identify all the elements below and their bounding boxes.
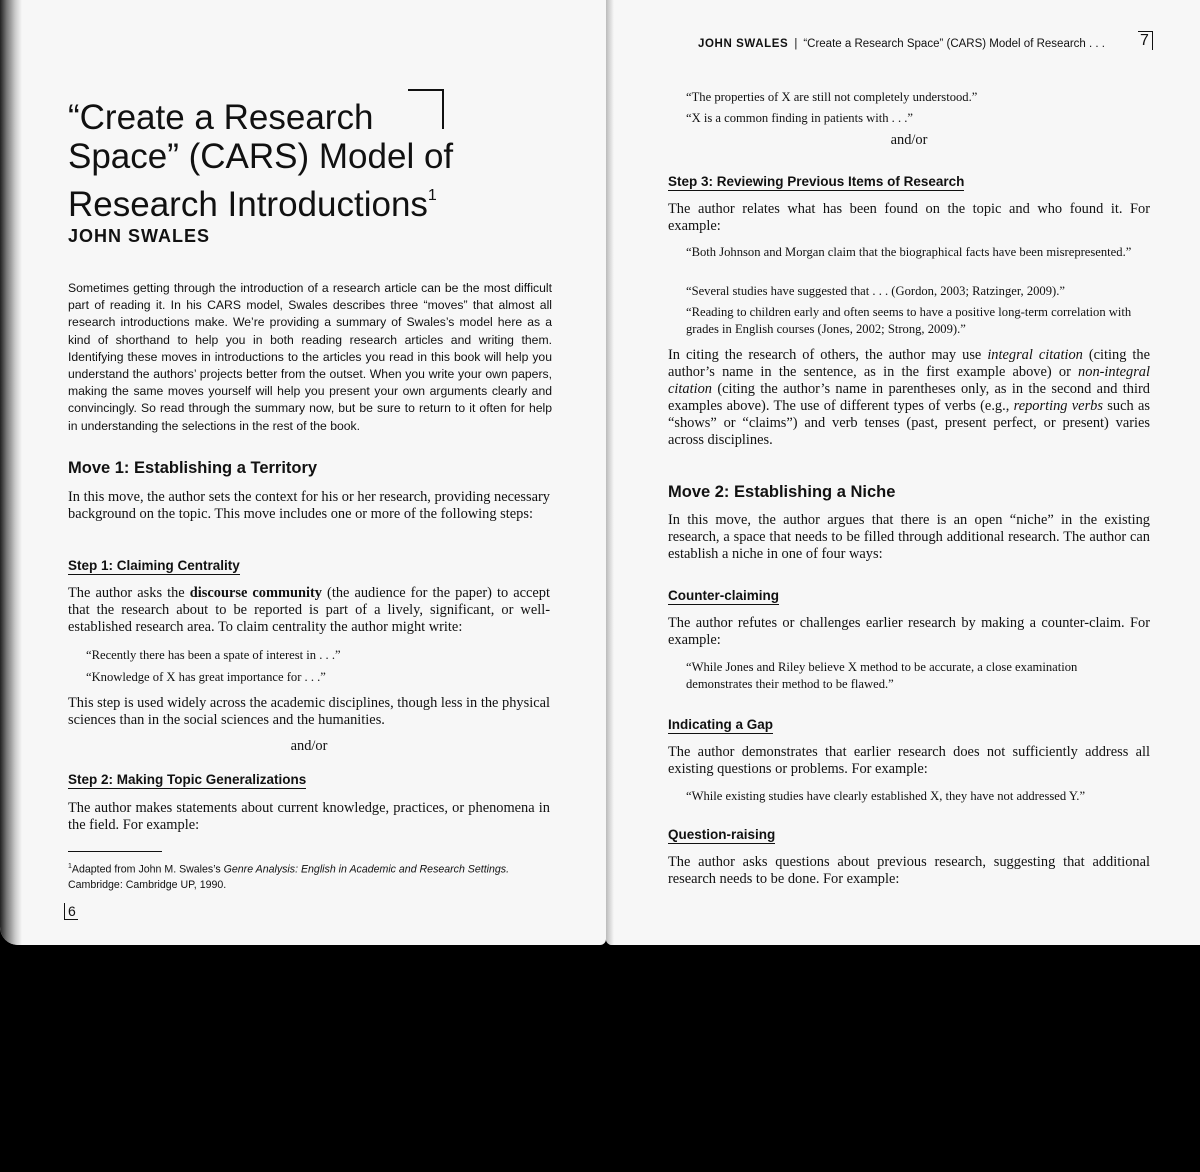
running-head xyxy=(698,38,1105,50)
page-number: 6 xyxy=(64,903,78,920)
step3-example-3: “Reading to children early and often seems to have a positive long-term correlation with grades in English courses (Jones, 2002; Strong, 2009).” xyxy=(686,305,1132,336)
page-number-right: 7 xyxy=(1138,31,1153,50)
step3-example-1: “Both Johnson and Morgan claim that the biographical facts have been misrepresented.” xyxy=(686,245,1132,259)
gap-example: “While existing studies have clearly established X, they have not addressed Y.” xyxy=(686,789,1086,803)
move2-text: In this move, the author argues that there is an open “niche” in the existing research, a space that needs to be filled through additional research. The author can establish a niche in one of four ways: xyxy=(668,512,1150,562)
footnote-rule xyxy=(68,851,162,852)
step2-heading: Step 2: Making Topic Generalizations xyxy=(68,772,307,787)
step2-heading-wrap xyxy=(68,771,306,789)
gap-heading-wrap xyxy=(668,716,773,734)
step3-text: The author relates what has been found on the topic and who found it. For example: xyxy=(668,201,1150,234)
author-name: JOHN SWALES xyxy=(68,226,211,246)
counter-claiming-heading: Counter-claiming xyxy=(668,588,780,603)
running-head-title: “Create a Research Space” (CARS) Model of Research . . . xyxy=(803,38,1105,50)
footnote: $^1$Adapted from John M. Swales’s Genre Analysis: English in Academic and Research Settings. Cambridge: Cambridge UP, 1990. xyxy=(68,863,510,891)
corner-mark-icon xyxy=(408,89,444,129)
move1-text: In this move, the author sets the context for his or her research, providing necessary background on the topic. This move includes one or more of the following steps: xyxy=(68,489,550,522)
question-heading-wrap xyxy=(668,826,775,844)
step1-heading: Step 1: Claiming Centrality xyxy=(68,558,240,573)
step3-heading: Step 3: Reviewing Previous Items of Research xyxy=(668,174,965,189)
step3-example-2: “Several studies have suggested that . . . (Gordon, 2003; Ratzinger, 2009).” xyxy=(686,284,1065,298)
counter-text: The author refutes or challenges earlier research by making a counter-claim. For example: xyxy=(668,615,1150,648)
intro-paragraph: Sometimes getting through the introduction of a research article can be the most difficult part of reading it. In his CARS model, Swales describes three “moves” that almost all research introductions make. We’re providing a summary of Swales’s model here as a kind of shorthand to help you in both reading research articles and writing them. Identifying these moves in introductions to the articles you read in this book will help you understand the authors’ projects better from the outset. When you write your own papers, making the same moves yourself will help you present your own arguments clearly and convincingly. So read through the summary now, but be sure to return to it often for help in understanding the selections in the rest of the book. xyxy=(68,281,552,433)
counter-example: “While Jones and Riley believe X method to be accurate, a close examination demonstrates their method to be flawed.” xyxy=(686,660,1078,691)
citation-paragraph: In citing the research of others, the author may use integral citation (citing the author’s name in the sentence, as in the first example above) or non-integral citation (citing the author’s name in parentheses only, as in the second and third examples above). The use of different types of verbs (e.g., reporting verbs such as “shows” or “claims”) and verb tenses (past, present perfect, or present) varies across disciplines. xyxy=(668,347,1151,448)
indicating-gap-heading: Indicating a Gap xyxy=(668,717,774,732)
and-or-1: and/or xyxy=(290,738,328,754)
question-text: The author asks questions about previous research, suggesting that additional research needs to be done. For example: xyxy=(668,854,1150,887)
step2-example-1: “The properties of X are still not completely understood.” xyxy=(686,90,978,104)
running-head-separator: | xyxy=(794,38,798,50)
step2-text: The author makes statements about current knowledge, practices, or phenomena in the field. For example: xyxy=(68,800,550,833)
discourse-community-term: discourse community xyxy=(189,585,322,601)
chapter-title: “Create a Research Space” (CARS) Model of Research Introductions$^1$ xyxy=(68,98,454,224)
and-or-2: and/or xyxy=(890,132,928,148)
step1-example-2: “Knowledge of X has great importance for . . .” xyxy=(86,670,326,684)
left-page xyxy=(0,0,606,945)
step2-example-2: “X is a common finding in patients with . . .” xyxy=(686,111,914,125)
gap-text: The author demonstrates that earlier research does not sufficiently address all existing questions or problems. For example: xyxy=(668,744,1150,777)
step1-text: The author asks the discourse community (the audience for the paper) to accept that the research about to be reported is part of a lively, significant, or well-established research area. To claim centrality the author might write: xyxy=(68,585,550,635)
move2-heading: Move 2: Establishing a Niche xyxy=(668,483,896,501)
footnote-ref: 1 xyxy=(427,187,437,204)
step1-example-1: “Recently there has been a spate of interest in . . .” xyxy=(86,648,341,662)
step1-heading-wrap xyxy=(68,557,240,575)
step3-heading-wrap xyxy=(668,173,964,191)
counter-heading-wrap xyxy=(668,587,779,605)
running-head-author: JOHN SWALES xyxy=(698,38,789,50)
question-raising-heading: Question-raising xyxy=(668,827,776,842)
move1-heading: Move 1: Establishing a Territory xyxy=(68,459,318,477)
step1-note: This step is used widely across the academic disciplines, though less in the physical sciences than in the social sciences and the humanities. xyxy=(68,695,550,728)
